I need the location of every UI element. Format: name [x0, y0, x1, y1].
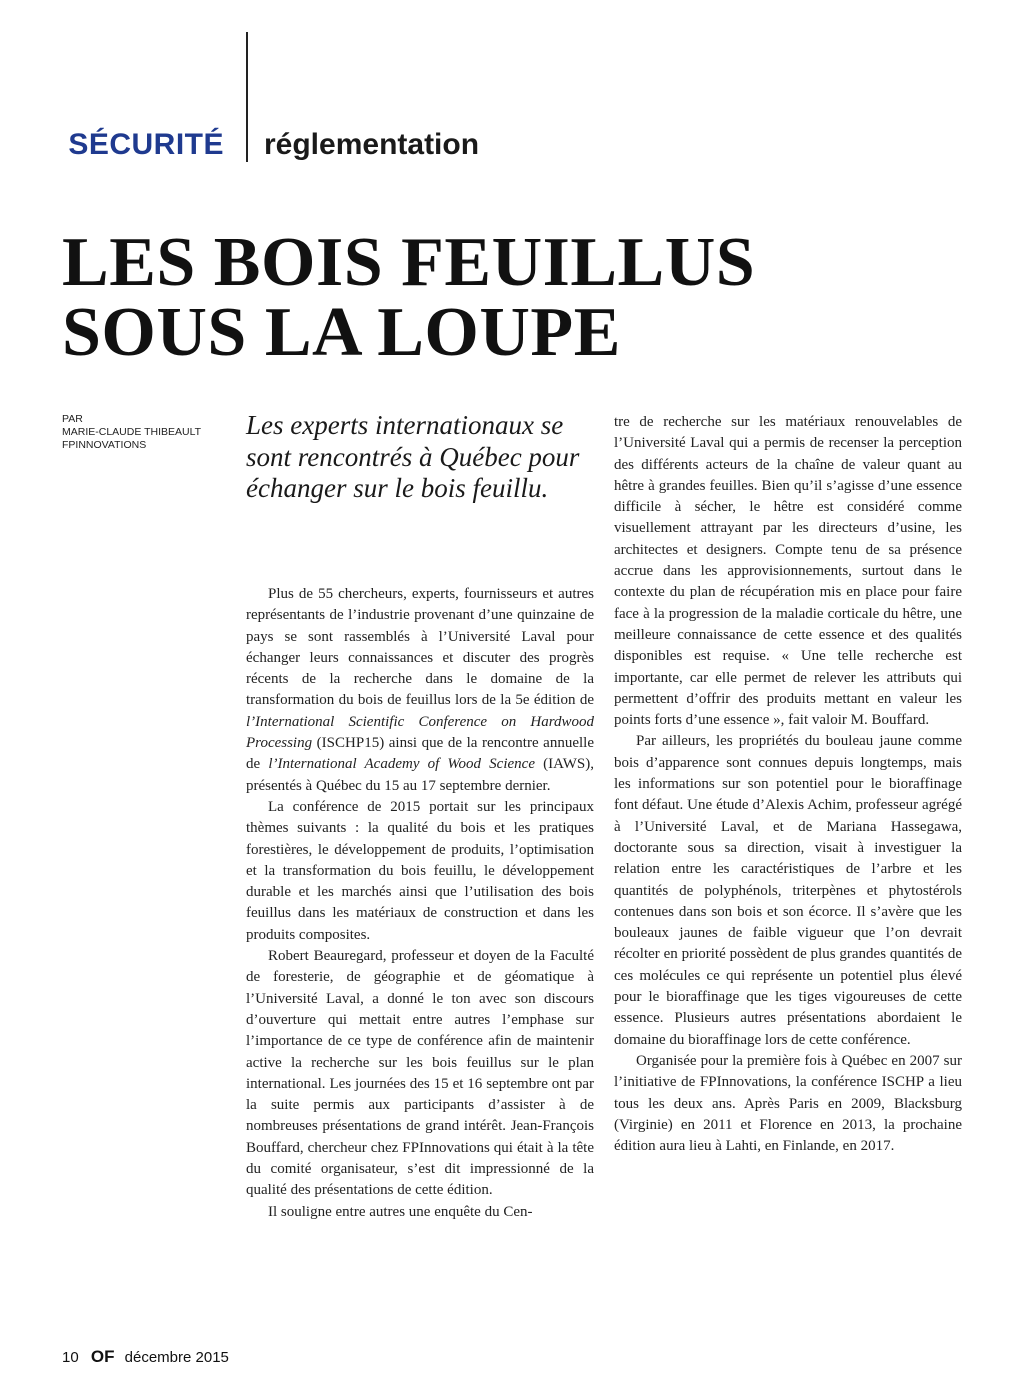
page-footer [62, 1346, 229, 1368]
section-header [0, 128, 1024, 172]
paragraph: Robert Beauregard, professeur et doyen de la Faculté de foresterie, de géographie et de géomatique à l’Université Laval, a donné le ton avec son discours d’ouverture qui mettait entre autres l’emphase sur l’importance de ce type de conférence afin de maintenir active la recherche sur les bois feuillus sur le plan international. Les journées des 15 et 16 septembre ont par la suite permis aux participants d’assister à de nombreuses présentations de grand intérêt. Jean-François Bouffard, chercheur chez FPInnovations qui était à la tête du comité organisateur, s’est dit impressionné de la qualité des présentations de cette édition. [246, 948, 594, 1199]
byline-org: FPINNOVATIONS [62, 439, 147, 451]
paragraph: La conférence de 2015 portait sur les principaux thèmes suivants : la qualité du bois et les pratiques forestières, le développement de produits, l’optimisation et la transformation du bois feuillu, le développement durable et les marchés ainsi que l’utilisation des bois feuillus dans les matériaux de construction et dans les produits composites. [246, 798, 594, 943]
paragraph: Il souligne entre autres une enquête du Cen- [268, 1203, 533, 1220]
paragraph: Organisée pour la première fois à Québec en 2007 sur l’initiative de FPInnovations, la conférence ISCHP a lieu tous les deux ans. Après Paris en 2009, Blacksburg (Virginie) en 2011 et Florence en 2013, la prochaine édition aura lieu à Lahti, en Finlande, en 2017. [614, 1052, 962, 1155]
body-column-1 [246, 584, 594, 1223]
page-number: 10 [62, 1349, 79, 1366]
subsection-label: réglementation [264, 128, 480, 161]
byline-author: MARIE-CLAUDE THIBEAULT [62, 426, 202, 438]
article-title [62, 224, 1002, 371]
magazine-logo: OF [90, 1347, 115, 1366]
body-column-2 [614, 412, 962, 1157]
issue-date: décembre 2015 [124, 1349, 229, 1366]
title-line-2: SOUS LA LOUPE [62, 294, 621, 371]
article-lede: Les experts internationaux se sont rencontrés à Québec pour échanger sur le bois feuillu. [246, 410, 580, 503]
title-line-1: LES BOIS FEUILLUS [62, 224, 756, 301]
paragraph: tre de recherche sur les matériaux renouvelables de l’Université Laval qui a permis de recenser la perception des différents acteurs de la chaîne de valeur quant au hêtre à grandes feuilles. Bien qu’il s’agisse d’une essence difficile à sécher, le hêtre est considéré comme visuellement attrayant par les directeurs d’usine, les architectes et designers. Compte tenu de sa présence accrue dans les approvisionnements, surtout dans le contexte du plan de récupération mis en place pour faire face à la progression de la maladie corticale du hêtre, une meilleure connaissance de cette essence et des qualités disponibles est requise. « Une telle recherche est importante, car elle permet de relever les attributs qui permettent d’offrir des produits mettant en valeur les points forts d’une essence », fait valoir M. Bouffard. [614, 414, 962, 729]
section-label: SÉCURITÉ [68, 128, 224, 161]
paragraph: Plus de 55 chercheurs, experts, fournisseurs et autres représentants de l’industrie provenant d’une quinzaine de pays se sont rassemblés à l’Université Laval pour échanger leurs connaissances et discuter des progrès récents de la recherche dans le domaine de la transformation du bois de feuillus lors de la 5e édition de l’International Scientific Conference on Hardwood Processing (ISCHP15) ainsi que de la rencontre annuelle de l’International Academy of Wood Science (IAWS), présentés à Québec du 15 au 17 septembre dernier. [246, 586, 594, 794]
byline [62, 413, 232, 452]
byline-prefix: PAR [62, 413, 83, 425]
paragraph: Par ailleurs, les propriétés du bouleau jaune comme bois d’apparence sont connues depuis longtemps, mais les informations sur son potentiel pour le bioraffinage font défaut. Une étude d’Alexis Achim, professeur agrégé à l’Université Laval, et de Mariana Hassegawa, doctorante sous sa direction, visait à investiguer la relation entre les caractéristiques de l’arbre et les quantités de polyphénols, triterpènes et phytostérols contenues dans son bois et son écorce. Il s’avère que les bouleaux jaunes de faible vigueur que l’on devrait récolter en priorité possèdent de plus grandes quantités de ces molécules ce qui représente un potentiel plus élevé pour le bioraffinage que les tiges vigoureuses de cette essence. Plusieurs autres présentations abordaient le domaine du bioraffinage lors de cette conférence. [614, 733, 962, 1048]
